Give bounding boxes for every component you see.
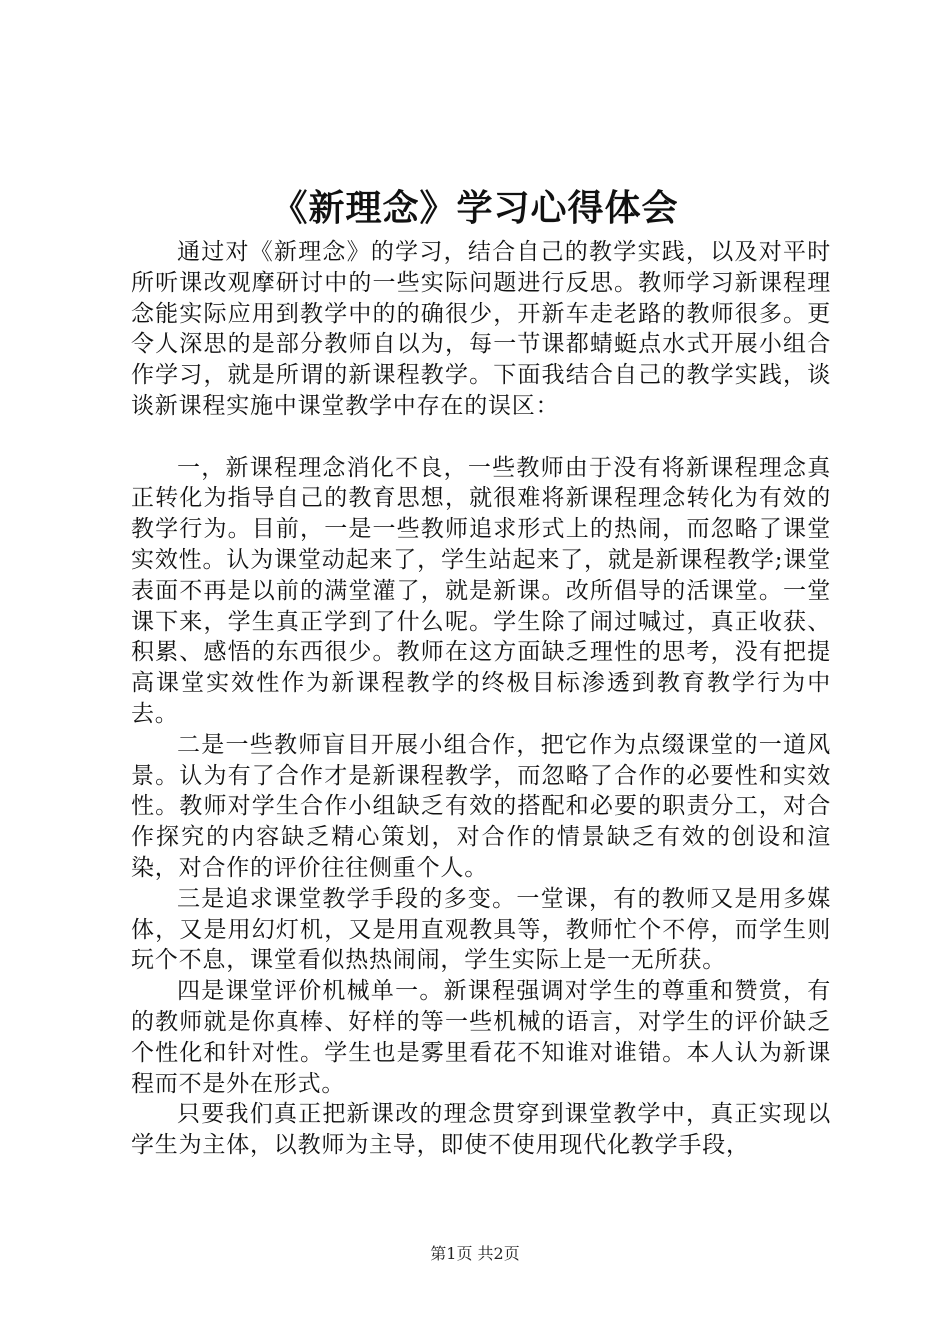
page-number: 第1页 共2页 — [430, 1244, 520, 1263]
document-title: 《新理念》学习心得体会 — [271, 187, 679, 229]
paragraph-point-3: 三是追求课堂教学手段的多变。一堂课，有的教师又是用多媒体，又是用幻灯机，又是用直观教具等，教师忙个不停，而学生则玩个不息，课堂看似热热闹闹，学生实际上是一无所获。 — [131, 885, 831, 974]
paragraph-conclusion: 只要我们真正把新课改的理念贯穿到课堂教学中，真正实现以学生为主体，以教师为主导，即使不使用现代化教学手段， — [131, 1101, 831, 1159]
paragraph-point-1: 一，新课程理念消化不良，一些教师由于没有将新课程理念真正转化为指导自己的教育思想，就很难将新课程理念转化为有效的教学行为。目前，一是一些教师追求形式上的热闹，而忽略了课堂实效性。认为课堂动起来了，学生站起来了，就是新课程教学;课堂表面不再是以前的满堂灌了，就是新课。改所倡导的活课堂。一堂课下来，学生真正学到了什么呢。学生除了闹过喊过，真正收获、积累、感悟的东西很少。教师在这方面缺乏理性的思考，没有把提高课堂实效性作为新课程教学的终极目标渗透到教育教学行为中去。 — [131, 454, 831, 727]
paragraph-intro: 通过对《新理念》的学习，结合自己的教学实践，以及对平时所听课改观摩研讨中的一些实际问题进行反思。教师学习新课程理念能实际应用到教学中的的确很少，开新车走老路的教师很多。更令人深思的是部分教师自以为，每一节课都蜻蜓点水式开展小组合作学习，就是所谓的新课程教学。下面我结合自己的教学实践，谈谈新课程实施中课堂教学中存在的误区： — [131, 239, 831, 419]
paragraph-point-4: 四是课堂评价机械单一。新课程强调对学生的尊重和赞赏，有的教师就是你真棒、好样的等一些机械的语言，对学生的评价缺乏个性化和针对性。学生也是雾里看花不知谁对谁错。本人认为新课程而不是外在形式。 — [131, 978, 831, 1097]
paragraph-point-2: 二是一些教师盲目开展小组合作，把它作为点缀课堂的一道风景。认为有了合作才是新课程教学，而忽略了合作的必要性和实效性。教师对学生合作小组缺乏有效的搭配和必要的职责分工，对合作探究的内容缺乏精心策划，对合作的情景缺乏有效的创设和渲染，对合作的评价往往侧重个人。 — [131, 731, 831, 881]
document-body — [131, 237, 831, 1161]
